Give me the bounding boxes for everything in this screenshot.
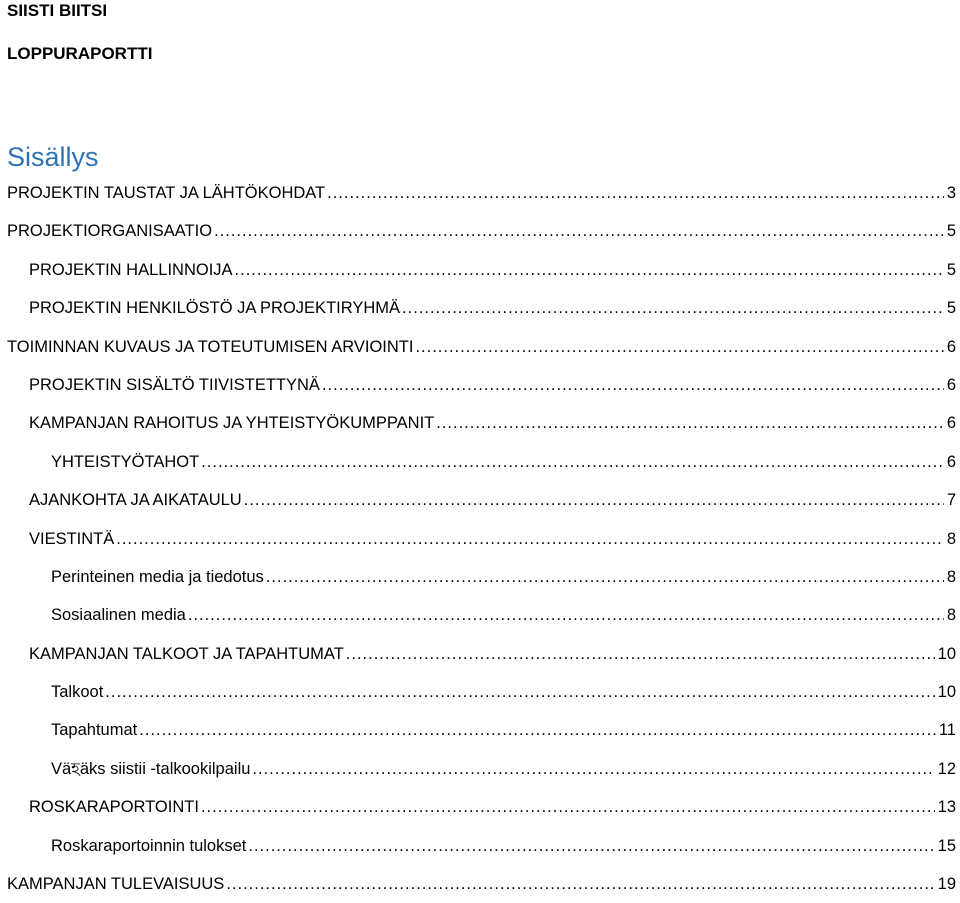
toc-entry-page: 7 [946,491,956,510]
toc-entry-text: Talkoot [51,683,104,702]
toc-entry-page: 5 [946,299,956,318]
toc-entry-text: Roskaraportoinnin tulokset [51,836,247,855]
toc-entry-text: PROJEKTIN TAUSTAT JA LÄHTÖKOHDAT [7,184,326,202]
toc-entry[interactable] [0,788,960,826]
toc-dot-leader [214,220,944,242]
toc-entry[interactable] [0,596,960,634]
toc-entry-text: YHTEISTYÖTAHOT [51,452,200,471]
document-subtitle: LOPPURAPORTTI [7,44,153,63]
toc-dot-leader [201,796,935,818]
toc-dot-leader [327,182,944,204]
toc-dot-leader [105,681,934,703]
toc-entry-text: Tapahtumat [51,721,138,740]
toc-dot-leader [235,259,944,281]
toc-entry-page: 8 [946,529,956,548]
toc-entry[interactable] [0,404,960,442]
toc-entry-text: TOIMINNAN KUVAUS JA TOTEUTUMISEN ARVIOINTI [7,337,414,356]
toc-dot-leader [226,873,934,895]
toc-entry-page: 6 [946,337,956,356]
toc-entry-text: Perinteinen media ja tiedotus [51,567,264,586]
toc-entry-page: 19 [937,875,956,894]
toc-entry-page: 12 [937,759,956,778]
toc-entry[interactable] [0,212,960,250]
toc-dot-leader [248,835,934,857]
toc-entry[interactable] [0,673,960,711]
toc-dot-leader [436,412,944,434]
toc-entry-text: PROJEKTIORGANISAATIO [7,222,213,241]
toc-entry[interactable] [0,827,960,865]
toc-entry-page: 6 [946,452,956,471]
toc-entry[interactable] [0,865,960,903]
toc-entry-text: PROJEKTIN SISÄLTÖ TIIVISTETTYNÄ [29,375,320,394]
toc-dot-leader [139,719,936,741]
toc-dot-leader [346,643,935,665]
toc-dot-leader [402,297,944,319]
toc-entry-text: PROJEKTIN HENKILÖSTÖ JA PROJEKTIRYHMÄ [29,299,401,318]
toc-entry-text: KAMPANJAN TULEVAISUUS [7,875,225,894]
toc-dot-leader [188,604,944,626]
toc-entry-page: 10 [937,644,956,663]
toc-entry-page: 13 [937,798,956,817]
toc-dot-leader [244,489,944,511]
toc-entry-text: KAMPANJAN TALKOOT JA TAPAHTUMAT [29,644,344,663]
toc-entry-text: VIESTINTÄ [29,529,115,548]
toc-entry-page: 11 [938,721,956,740]
toc-entry[interactable] [0,481,960,519]
toc-heading: Sisällys [7,142,99,172]
toc-entry-page: 6 [946,375,956,394]
toc-entry-page: 15 [937,836,956,855]
toc-dot-leader [116,528,944,550]
toc-entry-text: AJANKOHTA JA AIKATAULU [29,491,242,510]
toc-entry[interactable] [0,750,960,788]
toc-entry-page: 8 [946,567,956,586]
toc-entry[interactable] [0,711,960,749]
toc-dot-leader [252,758,934,780]
toc-dot-leader [322,374,944,396]
toc-entry-page: 3 [946,184,956,202]
toc-entry-text: KAMPANJAN RAHOITUS JA YHTEISTYÖKUMPPANIT [29,414,435,433]
toc-entry[interactable] [0,174,960,212]
toc-entry-page: 6 [946,414,956,433]
toc-entry-text: PROJEKTIN HALLINNOIJA [29,260,233,279]
toc-dot-leader [201,451,944,473]
toc-entry[interactable] [0,251,960,289]
toc-dot-leader [266,566,944,588]
toc-entry[interactable] [0,635,960,673]
toc-entry[interactable] [0,289,960,327]
toc-entry[interactable] [0,520,960,558]
document-title: SIISTI BIITSI [7,1,108,20]
toc-entry-page: 8 [946,606,956,625]
toc-dot-leader [415,336,943,358]
toc-entry[interactable] [0,443,960,481]
toc-entry-text: Väহäks siistii -talkookilpailu [51,759,251,778]
toc-entry[interactable] [0,328,960,366]
toc-entry-text: Sosiaalinen media [51,606,186,625]
toc-entry[interactable] [0,558,960,596]
table-of-contents [0,174,960,903]
toc-entry-page: 10 [937,683,956,702]
toc-entry-page: 5 [946,260,956,279]
toc-entry-text: ROSKARAPORTOINTI [29,798,199,817]
toc-entry[interactable] [0,366,960,404]
toc-entry-page: 5 [946,222,956,241]
